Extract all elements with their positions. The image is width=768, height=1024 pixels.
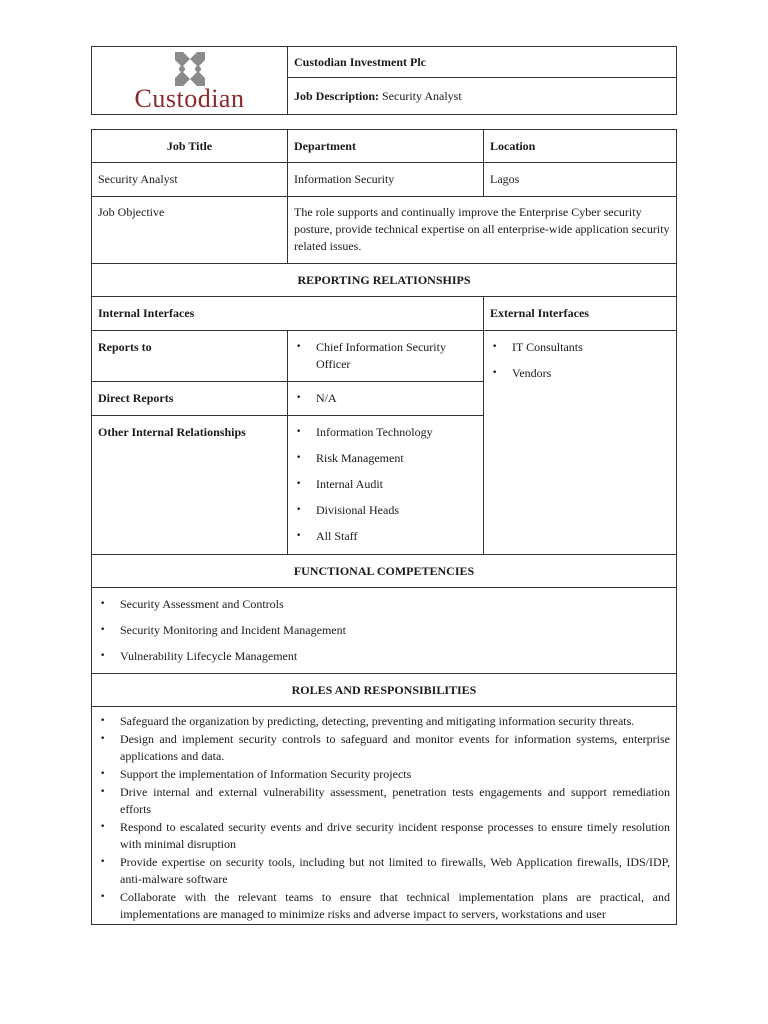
direct-reports-label: Direct Reports	[92, 382, 288, 416]
list-item: • Information Technology	[294, 424, 477, 441]
job-title-header: Job Title	[92, 130, 288, 163]
list-item: • Divisional Heads	[294, 502, 477, 519]
department-value: Information Security	[288, 163, 484, 197]
location-value: Lagos	[484, 163, 677, 197]
list-item: • Internal Audit	[294, 476, 477, 493]
list-item: • Vulnerability Lifecycle Management	[98, 648, 670, 665]
reporting-heading: REPORTING RELATIONSHIPS	[92, 264, 677, 297]
job-details-table	[91, 129, 677, 925]
location-header: Location	[484, 130, 677, 163]
list-item: • Collaborate with the relevant teams to ensure that technical implementation plans are practical, and implementations are managed to minimize risks and adverse impact to servers, workstations and user	[98, 889, 670, 923]
list-item: • Security Assessment and Controls	[98, 596, 670, 613]
list-item: • All Staff	[294, 528, 477, 545]
roles-heading: ROLES AND RESPONSIBILITIES	[92, 674, 677, 707]
external-interfaces-list	[490, 339, 670, 382]
competencies-list	[98, 596, 670, 665]
list-item: • Safeguard the organization by predicting, detecting, preventing and mitigating information security threats.	[98, 713, 670, 730]
job-title-value: Security Analyst	[92, 163, 288, 197]
roles-cell	[92, 707, 677, 925]
list-item: • Support the implementation of Information Security projects	[98, 766, 670, 783]
list-item: • Chief Information Security Officer	[294, 339, 477, 373]
reports-to-label: Reports to	[92, 331, 288, 382]
external-interfaces-cell	[484, 331, 677, 555]
competencies-cell	[92, 588, 677, 674]
other-relationships-list	[294, 424, 477, 545]
list-item: • Vendors	[490, 365, 670, 382]
list-item: • N/A	[294, 390, 477, 407]
header-table	[91, 46, 677, 115]
list-item: • Security Monitoring and Incident Management	[98, 622, 670, 639]
internal-interfaces-label: Internal Interfaces	[92, 297, 484, 331]
other-relationships-label: Other Internal Relationships	[92, 416, 288, 555]
logo-cell	[92, 47, 288, 115]
reports-to-cell	[288, 331, 484, 382]
logo-wordmark: Custodian	[134, 83, 245, 113]
list-item: • Design and implement security controls to safeguard and monitor events for information systems, enterprise applications and data.	[98, 731, 670, 765]
direct-reports-list	[294, 390, 477, 407]
job-objective-text: The role supports and continually improve the Enterprise Cyber security posture, provide technical expertise on all enterprise-wide application security related issues.	[288, 197, 677, 264]
list-item: • Risk Management	[294, 450, 477, 467]
list-item: • IT Consultants	[490, 339, 670, 356]
other-relationships-cell	[288, 416, 484, 555]
direct-reports-cell	[288, 382, 484, 416]
job-description-cell	[288, 78, 677, 115]
logo-mark-icon	[171, 50, 209, 88]
list-item: • Respond to escalated security events and drive security incident response processes to ensure timely resolution with minimal disruption	[98, 819, 670, 853]
list-item: • Provide expertise on security tools, including but not limited to firewalls, Web Application firewalls, IDS/IDP, anti-malware software	[98, 854, 670, 888]
department-header: Department	[288, 130, 484, 163]
list-item: • Drive internal and external vulnerability assessment, penetration tests engagements and support remediation efforts	[98, 784, 670, 818]
reports-to-list	[294, 339, 477, 373]
company-name: Custodian Investment Plc	[288, 47, 677, 78]
custodian-logo	[92, 50, 287, 112]
competencies-heading: FUNCTIONAL COMPETENCIES	[92, 555, 677, 588]
job-description-value: Security Analyst	[382, 88, 462, 103]
job-description-label: Job Description:	[294, 88, 379, 103]
job-objective-label: Job Objective	[92, 197, 288, 264]
external-interfaces-label: External Interfaces	[484, 297, 677, 331]
roles-list	[98, 713, 670, 923]
